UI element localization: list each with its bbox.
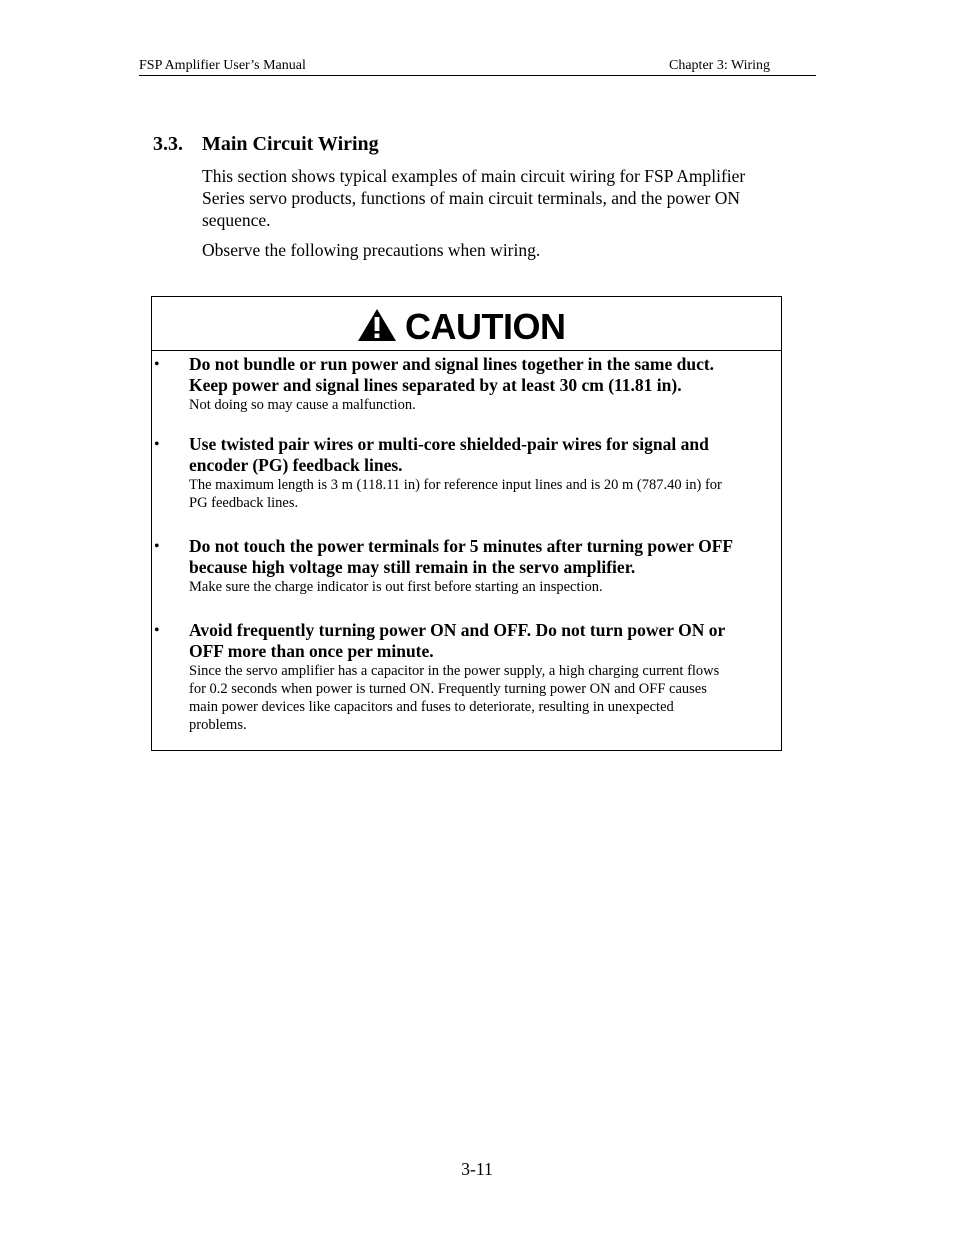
caution-item-heading <box>189 434 779 476</box>
caution-word: CAUTION <box>405 306 566 347</box>
intro-line: sequence. <box>202 210 271 230</box>
caution-item-heading <box>189 536 779 578</box>
caution-item-note-line: PG feedback lines. <box>189 495 299 511</box>
bullet-icon: • <box>154 436 160 453</box>
section-intro <box>202 165 792 231</box>
caution-item-heading-line: encoder (PG) feedback lines. <box>189 455 403 475</box>
caution-item-note-line: for 0.2 seconds when power is turned ON. Frequently turning power ON and OFF causes <box>189 681 707 697</box>
caution-item-note-line: Since the servo amplifier has a capacitor in the power supply, a high charging current flows <box>189 663 720 679</box>
bullet-icon: • <box>154 538 160 555</box>
intro-line: This section shows typical examples of main circuit wiring for FSP Amplifier <box>202 166 746 186</box>
header-divider <box>139 75 816 76</box>
caution-item-note-line: main power devices like capacitors and fuses to deteriorate, resulting in unexpected <box>189 699 674 715</box>
caution-item-note <box>189 396 774 414</box>
header-manual-title: FSP Amplifier User’s Manual <box>139 58 306 73</box>
caution-item-heading-line: Do not bundle or run power and signal lines together in the same duct. <box>189 354 715 374</box>
section-title: Main Circuit Wiring <box>202 133 379 155</box>
caution-item-note-line: The maximum length is 3 m (118.11 in) for reference input lines and is 20 m (787.40 in) for <box>189 477 722 493</box>
caution-item-note <box>189 578 774 596</box>
warning-triangle-icon <box>357 308 397 342</box>
caution-item-note <box>189 662 774 734</box>
caution-box <box>151 296 782 751</box>
caution-item-heading-line: Keep power and signal lines separated by at least 30 cm (11.81 in). <box>189 375 682 395</box>
header-chapter-title: Chapter 3: Wiring <box>669 58 771 73</box>
caution-item-note-line: Not doing so may cause a malfunction. <box>189 397 416 413</box>
section-number: 3.3. <box>153 133 183 155</box>
caution-title <box>357 307 566 347</box>
caution-item-note-line: Make sure the charge indicator is out first before starting an inspection. <box>189 579 603 595</box>
intro-line: Series servo products, functions of main circuit terminals, and the power ON <box>202 188 740 208</box>
caution-item-heading <box>189 354 779 396</box>
caution-item-heading-line: Use twisted pair wires or multi-core shielded-pair wires for signal and <box>189 434 709 454</box>
observe-precautions-text: Observe the following precautions when wiring. <box>202 240 541 260</box>
caution-item-heading-line: because high voltage may still remain in the servo amplifier. <box>189 557 636 577</box>
section-heading <box>153 132 379 156</box>
caution-title-row <box>152 297 781 351</box>
page-number: 3-11 <box>461 1159 493 1179</box>
bullet-icon: • <box>154 356 160 373</box>
caution-item-heading-line: Do not touch the power terminals for 5 minutes after turning power OFF <box>189 536 734 556</box>
caution-item-heading-line: OFF more than once per minute. <box>189 641 434 661</box>
bullet-icon: • <box>154 622 160 639</box>
caution-item-heading-line: Avoid frequently turning power ON and OFF. Do not turn power ON or <box>189 620 726 640</box>
caution-item-heading <box>189 620 779 662</box>
caution-item-note <box>189 476 774 512</box>
caution-item-note-line: problems. <box>189 717 247 733</box>
